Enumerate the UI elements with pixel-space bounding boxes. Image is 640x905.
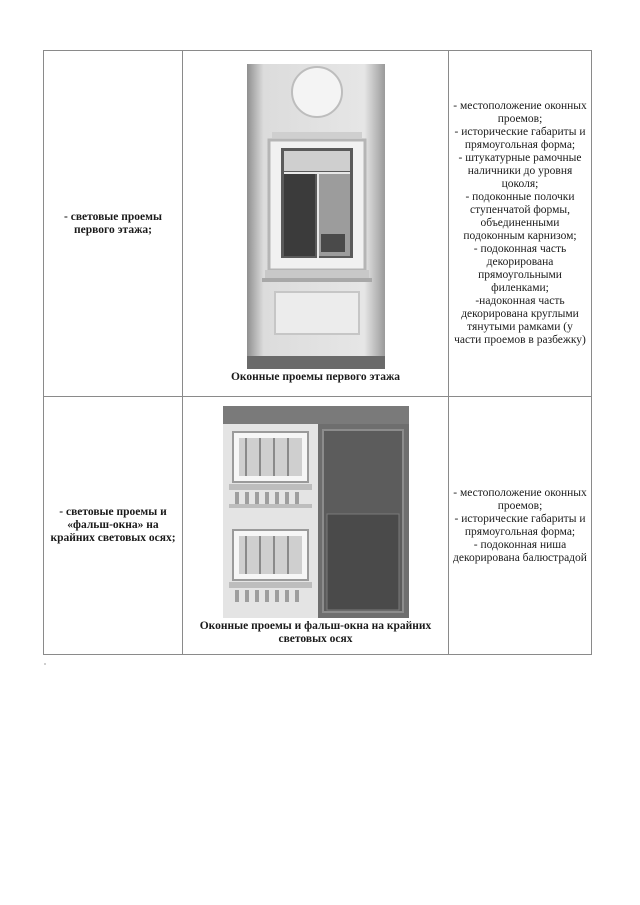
heritage-table	[43, 50, 592, 655]
list-item: - подоконные полочки ступенчатой формы, объединенными подоконным карнизом;	[463, 191, 577, 242]
photo-caption: Оконные проемы первого этажа	[230, 370, 401, 383]
list-item: - подоконная часть декорирована прямоугольными филенками;	[473, 243, 567, 294]
list-item: - штукатурные рамочные наличники до уровня цоколя;	[458, 152, 582, 190]
photo-cell	[183, 51, 449, 397]
list-item: - исторические габариты и прямоугольная форма;	[454, 512, 586, 538]
list-item: - местоположение оконных проемов;	[453, 100, 587, 125]
element-name-cell	[44, 397, 183, 655]
photo-caption: Оконные проемы и фальш-окна на крайних световых осях	[199, 619, 432, 645]
table-row	[44, 397, 592, 655]
element-name: - световые проемы и «фальш-окна» на крайних световых осях;	[50, 506, 176, 544]
photo-cell	[183, 397, 449, 655]
first-floor-window-photo	[247, 64, 385, 369]
features-cell	[449, 51, 592, 397]
table-row	[44, 51, 592, 397]
element-name: - световые проемы первого этажа;	[64, 210, 162, 236]
list-item: - местоположение оконных проемов;	[453, 486, 587, 512]
scan-speck	[44, 663, 46, 665]
features-list	[449, 100, 591, 347]
false-window-photo	[223, 406, 409, 618]
features-list	[449, 487, 591, 565]
features-cell	[449, 397, 592, 655]
list-item: -надоконная часть декорирована круглыми тянутыми рамками (у части проемов в разбежку)	[454, 295, 586, 346]
element-name-cell	[44, 51, 183, 397]
list-item: - подоконная ниша декорирована балюстрадой	[453, 538, 587, 564]
list-item: - исторические габариты и прямоугольная форма;	[454, 126, 586, 151]
